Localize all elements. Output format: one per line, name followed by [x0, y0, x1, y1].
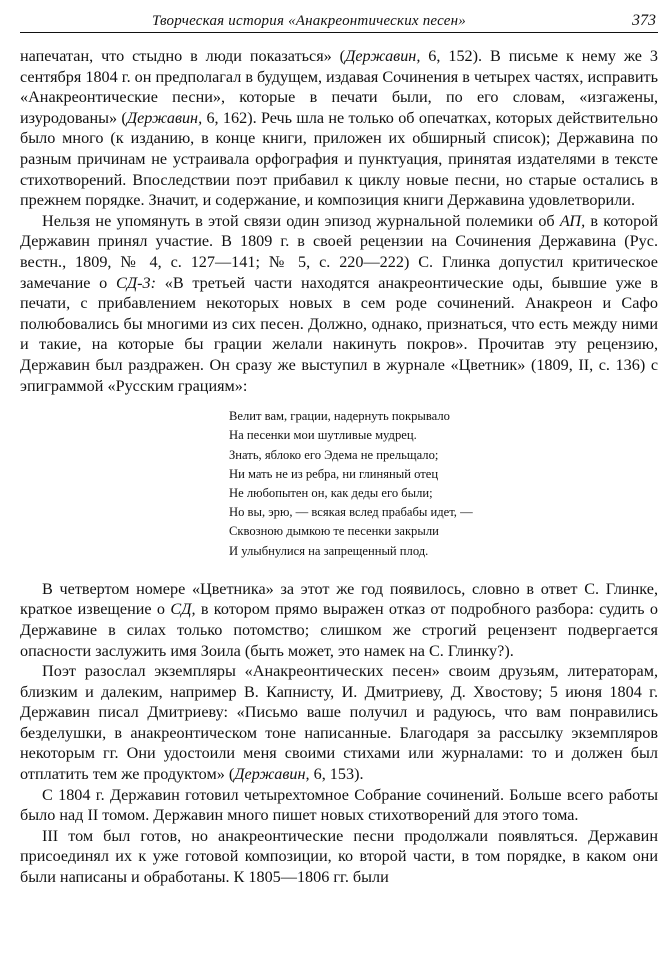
paragraph-3-abbrev-sd: СД, — [170, 600, 196, 619]
poem-line: Велит вам, грации, надернуть покрывало — [229, 409, 450, 424]
poem-line: Сквозною дымкою те песенки закрыли — [229, 524, 439, 539]
paragraph-4-citation-author: Державин, — [234, 765, 310, 784]
paragraph-1-text-b: 6, 152). В письме к нему же 3 сентября 1804 г. он предполагал в будущем, издавая Сочинения в четырех частях, исправить «Анакреонтические песни», которые в печати были, по его словам, «изгажены, изуродованы» ( — [20, 47, 659, 127]
paragraph-5: С 1804 г. Державин готовил четырехтомное Собрание сочинений. Больше всего работы было над II томом. Державин много пишет новых стихотворений для этого тома. — [20, 785, 658, 825]
paragraph-4-text-a: Поэт разослал экземпляры «Анакреонтических песен» своим друзьям, литераторам, близким и далеким, например В. Капнисту, И. Дмитриеву, Д. Хвостову; 5 июня 1804 г. Державин писал Дмитриеву: «Письмо ваше получил и радуюсь, что вам понравились безделушки, в анакреонтическом тоне написанные. Благодаря за рассылку экземпляров некоторым гг. Они удостоили меня своими стихами или журналами: то и должен был отплатить тем же продуктом» ( — [20, 662, 658, 784]
paragraph-4-text-b: 6, 153). — [309, 765, 364, 784]
epigram-poem — [229, 407, 658, 561]
poem-line: Не любопытен он, как деды его были; — [229, 485, 433, 500]
poem-line: На песенки мои шутливые мудрец. — [229, 428, 417, 443]
paragraph-1-text-a: напечатан, что стыдно в люди показаться» ( — [20, 47, 346, 65]
paragraph-2-abbrev-sd3: СД-3: — [116, 273, 156, 292]
poem-line: Ни мать не из ребра, ни глиняный отец — [229, 466, 439, 481]
paragraph-2-abbrev-ap: АП, — [559, 211, 586, 230]
page-number: 373 — [632, 12, 656, 29]
paragraph-3-text-a: В четвертом номере «Цветника» за этот же год появилось, словно в ответ С. Глинке, краткое извещение о — [20, 579, 658, 619]
body-text — [20, 46, 658, 888]
paragraph-3-text-b: в котором прямо выражен отказ от подробного разбора: судить о Державине в силах только потомство; слишком же строгий рецензент подвергается опасности заслужить имя Зоила (быть может, это намек на С. Глинку?). — [20, 600, 658, 660]
paragraph-2-text-c: «В третьей части находятся анакреонтические оды, бывшие уже в печати, с прибавлением некоторых новых в сем роде сочинений. Анакреон и Сафо полюбовались бы многими из сих песен. Должно, однако, признаться, что есть между ними и такие, на которые бы грации желали накинуть покров». Прочитав эту рецензию, Державин был раздражен. Он сразу же выступил в журнале «Цветник» (1809, II, с. 136) с эпиграммой «Русским грациям»: — [20, 273, 658, 395]
paragraph-2-text-b: в которой Державин принял участие. В 1809 г. в своей рецензии на Сочинения Державина (Рус. вестн., 1809, № 4, с. 127—141; № 5, с. 220—222) С. Глинка допустил критическое замечание о — [20, 211, 658, 292]
poem-line: Но вы, эрю, — всякая вслед прабабы идет, — — [229, 505, 473, 520]
paragraph-1 — [20, 46, 658, 211]
paragraph-2 — [20, 211, 658, 396]
paragraph-3 — [20, 579, 658, 661]
paragraph-1-text-c: 6, 162). Речь шла не только об опечатках, которых действительно было много (к изданию, в конце книги, приложен их обширный список); Державина по разным причинам не устраивала орфография и пунктуация, принятая издателями в тексте стихотворений. Впоследствии поэт прибавил к циклу новые песни, но старые остались в прежнем порядке. Значит, и содержание, и композиция книги Державина удовлетворили. — [20, 108, 659, 210]
paragraph-6: III том был готов, но анакреонтические песни продолжали появляться. Державин присоединял их к уже готовой композиции, ко второй части, в том порядке, в каком они были написаны и обработаны. К 1805—1806 гг. были — [20, 826, 658, 887]
running-header — [20, 10, 658, 33]
paragraph-4 — [20, 661, 658, 785]
poem-line: И улыбнулися на запрещенный плод. — [229, 543, 429, 558]
poem-line: Знать, яблоко его Эдема не прельщало; — [229, 447, 439, 462]
paragraph-2-text-a: Нельзя не упомянуть в этой связи один эпизод журнальной полемики об — [42, 211, 560, 230]
running-title: Творческая история «Анакреонтических песен» — [152, 13, 466, 29]
paragraph-1-citation-author-1: Державин, — [345, 47, 421, 65]
paragraph-1-citation-author-2: Державин, — [126, 108, 203, 127]
